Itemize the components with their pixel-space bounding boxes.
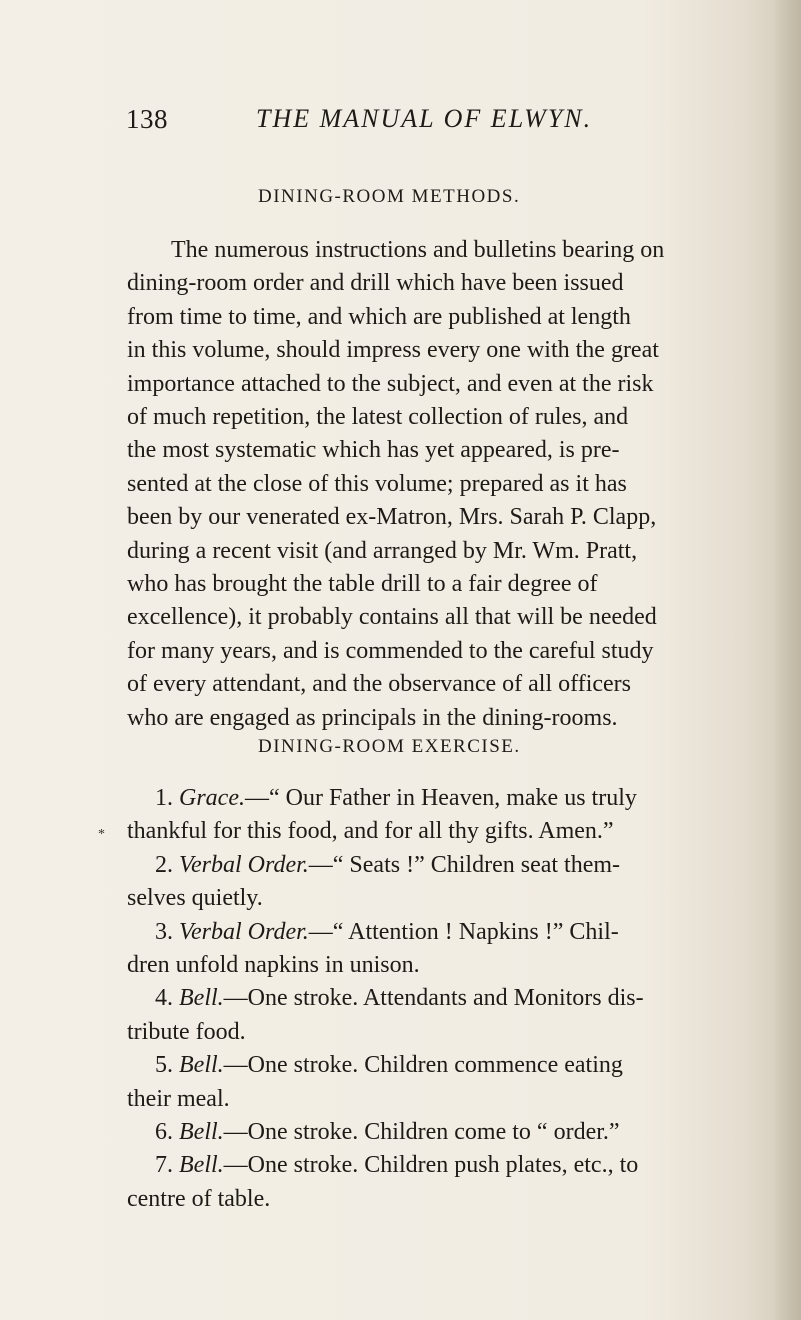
exercise-label: Bell. <box>179 1119 224 1146</box>
paragraph-line: during a recent visit (and arranged by Mr. Wm. Pratt, <box>127 537 638 564</box>
exercise-number: 7. <box>155 1152 173 1179</box>
section-heading-exercise <box>0 736 801 758</box>
exercise-text: —One stroke. Children come to “ order.” <box>223 1119 620 1146</box>
page-number: 138 <box>126 104 168 134</box>
exercise-item-first-line <box>127 982 651 1015</box>
exercise-label: Bell. <box>179 985 224 1012</box>
paragraph-line: sented at the close of this volume; prepared as it has <box>127 470 627 497</box>
paragraph-line: in this volume, should impress every one with the great <box>127 337 659 364</box>
exercise-label: Bell. <box>179 1152 224 1179</box>
running-title: THE MANUAL OF ELWYN. <box>256 104 593 133</box>
paragraph-line: importance attached to the subject, and even at the risk <box>127 370 654 397</box>
exercise-text: —“ Seats !” Children seat them- <box>308 851 621 878</box>
section-heading-methods-text: DINING-ROOM METHODS. <box>258 186 521 207</box>
exercise-item <box>127 849 651 916</box>
paragraph-line: who are engaged as principals in the dining-rooms. <box>127 704 618 731</box>
exercise-item-first-line <box>127 916 651 949</box>
exercise-number: 4. <box>155 985 173 1012</box>
section-heading-exercise-text: DINING-ROOM EXERCISE. <box>258 736 521 757</box>
methods-paragraph <box>127 234 665 735</box>
exercise-continuation: centre of table. <box>127 1185 271 1212</box>
exercise-text: —“ Our Father in Heaven, make us truly <box>244 785 637 811</box>
exercise-continuation: selves quietly. <box>127 885 263 912</box>
exercise-label: Verbal Order. <box>179 918 309 945</box>
running-head <box>126 104 656 138</box>
exercise-item <box>127 1149 651 1216</box>
paragraph-line: of much repetition, the latest collection of rules, and <box>127 404 629 431</box>
exercise-continuation: dren unfold napkins in unison. <box>127 952 420 979</box>
paragraph-line: been by our venerated ex-Matron, Mrs. Sarah P. Clapp, <box>127 504 657 531</box>
exercise-text: —One stroke. Attendants and Monitors dis- <box>223 985 644 1012</box>
exercise-list <box>127 782 651 1216</box>
exercise-item <box>127 1116 651 1149</box>
paragraph-line: the most systematic which has yet appeared, is pre- <box>127 437 620 464</box>
exercise-label: Grace. <box>179 785 245 811</box>
exercise-continuation: their meal. <box>127 1085 230 1112</box>
paragraph-line: dining-room order and drill which have been issued <box>127 270 624 297</box>
paragraph-line: from time to time, and which are published at length <box>127 303 631 330</box>
exercise-text: —One stroke. Children push plates, etc., to <box>223 1152 639 1179</box>
section-heading-methods <box>0 186 801 208</box>
exercise-item <box>127 1049 651 1116</box>
paragraph-line: excellence), it probably contains all that will be needed <box>127 604 657 631</box>
exercise-label: Verbal Order. <box>179 851 309 878</box>
exercise-number: 3. <box>155 918 173 945</box>
stray-asterisk-mark: * <box>98 827 105 842</box>
exercise-number: 2. <box>155 851 173 878</box>
exercise-continuation: tribute food. <box>127 1018 246 1045</box>
exercise-number: 5. <box>155 1052 173 1079</box>
paragraph-line: who has brought the table drill to a fair degree of <box>127 571 598 598</box>
exercise-label: Bell. <box>179 1052 224 1079</box>
exercise-continuation: thankful for this food, and for all thy gifts. Amen.” <box>127 818 614 845</box>
paragraph-line: The numerous instructions and bulletins bearing on <box>171 237 665 263</box>
paragraph-line: for many years, and is commended to the careful study <box>127 637 654 664</box>
exercise-item-first-line <box>127 1049 651 1082</box>
exercise-item-first-line <box>127 1116 651 1149</box>
exercise-number: 1. <box>155 785 173 811</box>
exercise-item-first-line <box>127 782 651 815</box>
exercise-number: 6. <box>155 1119 173 1146</box>
exercise-item <box>127 982 651 1049</box>
exercise-text: —“ Attention ! Napkins !” Chil- <box>308 918 619 945</box>
paragraph-line: of every attendant, and the observance of all officers <box>127 671 631 698</box>
exercise-item <box>127 916 651 983</box>
exercise-item-first-line <box>127 1149 651 1182</box>
exercise-item <box>127 782 651 849</box>
exercise-text: —One stroke. Children commence eating <box>223 1052 623 1079</box>
exercise-item-first-line <box>127 849 651 882</box>
